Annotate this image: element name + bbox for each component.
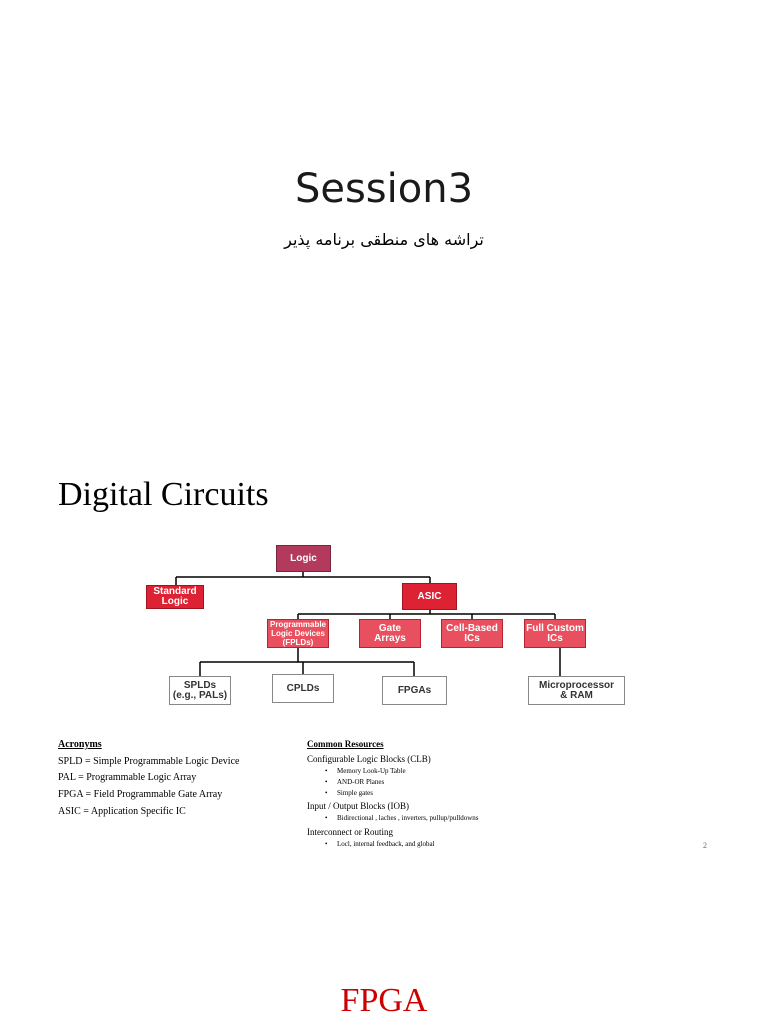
page-number: 2 xyxy=(703,841,707,850)
acronyms-heading: Acronyms xyxy=(58,739,102,750)
routing-item: • Locl, internal feedback, and global xyxy=(337,840,435,848)
acronym-item: FPGA = Field Programmable Gate Array xyxy=(58,789,223,800)
acronym-item: ASIC = Application Specific IC xyxy=(58,806,186,817)
clb-item: • Simple gates xyxy=(337,789,373,797)
fpgas-box: FPGAs xyxy=(382,676,447,705)
splds-box: SPLDs (e.g., PALs) xyxy=(169,676,231,705)
cell-based-box: Cell-Based ICs xyxy=(441,619,503,648)
fplds-box: Programmable Logic Devices (FPLDs) xyxy=(267,619,329,648)
slide1-subtitle: تراشه های منطقی برنامه پذیر xyxy=(284,230,484,249)
slide2-title: Digital Circuits xyxy=(58,476,269,513)
full-custom-box: Full Custom ICs xyxy=(524,619,586,648)
microprocessor-box: Microprocessor & RAM xyxy=(528,676,625,705)
clb-item: • Memory Look-Up Table xyxy=(337,767,406,775)
standard-logic-box: Standard Logic xyxy=(146,585,204,609)
acronym-item: SPLD = Simple Programmable Logic Device xyxy=(58,756,240,767)
logic-box: Logic xyxy=(276,545,331,572)
routing-category: Interconnect or Routing xyxy=(307,827,393,837)
acronym-item: PAL = Programmable Logic Array xyxy=(58,772,197,783)
resources-heading: Common Resources xyxy=(307,739,384,749)
cplds-box: CPLDs xyxy=(272,674,334,703)
iob-item: • Bidirectional , laches , inverters, pullup/pulldowns xyxy=(337,814,479,822)
clb-category: Configurable Logic Blocks (CLB) xyxy=(307,754,431,764)
slide3-title: FPGA xyxy=(340,982,428,1019)
asic-box: ASIC xyxy=(402,583,457,610)
slide1-title: Session3 xyxy=(294,166,474,212)
gate-arrays-box: Gate Arrays xyxy=(359,619,421,648)
iob-category: Input / Output Blocks (IOB) xyxy=(307,801,409,811)
clb-item: • AND-OR Planes xyxy=(337,778,384,786)
